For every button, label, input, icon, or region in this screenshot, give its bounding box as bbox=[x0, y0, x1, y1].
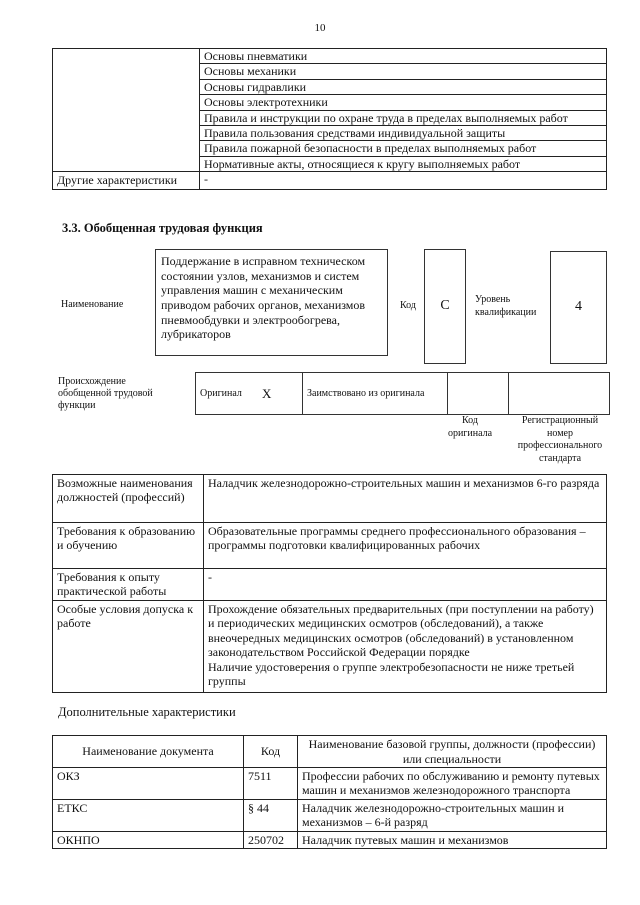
borrowed-label: Заимствовано из оригинала bbox=[303, 373, 448, 415]
page-number: 10 bbox=[314, 22, 326, 34]
knowledge-item: Основы гидравлики bbox=[200, 79, 607, 94]
extra-title: Дополнительные характеристики bbox=[58, 705, 236, 719]
origin-table bbox=[195, 372, 610, 415]
table-row bbox=[53, 799, 607, 831]
level-label: Уровень квалификации bbox=[475, 294, 537, 318]
table-row bbox=[53, 831, 607, 848]
origin-label: Происхождение обобщенной трудовой функции bbox=[58, 376, 153, 411]
reg-number-cell bbox=[509, 373, 610, 415]
code-cell: 7511 bbox=[244, 768, 298, 800]
req-label: Требования к образованию и обучению bbox=[53, 523, 204, 569]
code-cell: § 44 bbox=[244, 799, 298, 831]
req-value bbox=[204, 601, 607, 693]
name-cell: Профессии рабочих по обслуживанию и ремонту путевых машин и механизмов железнодорожного транспорта bbox=[298, 768, 607, 800]
req-label: Возможные наименования должностей (профессий) bbox=[53, 475, 204, 523]
code-original-caption: Код оригинала bbox=[447, 415, 493, 439]
knowledge-table bbox=[52, 48, 607, 190]
other-characteristics-value: - bbox=[200, 172, 607, 189]
req-value: - bbox=[204, 569, 607, 601]
level-box bbox=[550, 251, 607, 364]
code-original-cell bbox=[448, 373, 509, 415]
req-value: Образовательные программы среднего профессионального образования – программы подготовки квалифицированных рабочих bbox=[204, 523, 607, 569]
name-cell: Наладчик путевых машин и механизмов bbox=[298, 831, 607, 848]
knowledge-item: Основы пневматики bbox=[200, 49, 607, 64]
table-row bbox=[53, 49, 607, 64]
empty-cell bbox=[53, 49, 200, 172]
level-value: 4 bbox=[575, 299, 582, 315]
column-header: Наименование базовой группы, должности (профессии) или специальности bbox=[298, 736, 607, 768]
code-value: C bbox=[440, 298, 450, 314]
req-value: Наладчик железнодорожно-строительных машин и механизмов 6-го разряда bbox=[204, 475, 607, 523]
extra-table bbox=[52, 735, 607, 849]
column-header: Наименование документа bbox=[53, 736, 244, 768]
table-row bbox=[53, 569, 607, 601]
table-row bbox=[53, 601, 607, 693]
req-value-paragraph: Наличие удостоверения о группе электробезопасности не ниже третьей группы bbox=[208, 659, 575, 688]
section-title: 3.3. Обобщенная трудовая функция bbox=[62, 221, 263, 235]
table-row bbox=[53, 523, 607, 569]
name-label: Наименование bbox=[61, 299, 124, 310]
knowledge-item: Основы электротехники bbox=[200, 95, 607, 110]
knowledge-item: Правила пользования средствами индивидуальной защиты bbox=[200, 125, 607, 140]
code-label: Код bbox=[400, 300, 416, 311]
code-box bbox=[424, 249, 466, 364]
code-cell: 250702 bbox=[244, 831, 298, 848]
knowledge-item: Правила и инструкции по охране труда в пределах выполняемых работ bbox=[200, 110, 607, 125]
knowledge-item: Нормативные акты, относящиеся к кругу выполняемых работ bbox=[200, 156, 607, 171]
column-header: Код bbox=[244, 736, 298, 768]
table-row bbox=[53, 768, 607, 800]
original-label: Оригинал bbox=[196, 373, 259, 415]
table-row bbox=[196, 373, 610, 415]
knowledge-item: Правила пожарной безопасности в пределах выполняемых работ bbox=[200, 141, 607, 156]
name-cell: Наладчик железнодорожно-строительных машин и механизмов – 6-й разряд bbox=[298, 799, 607, 831]
doc-cell: ОКЗ bbox=[53, 768, 244, 800]
doc-cell: ЕТКС bbox=[53, 799, 244, 831]
table-header-row bbox=[53, 736, 607, 768]
doc-cell: ОКНПО bbox=[53, 831, 244, 848]
table-row bbox=[53, 475, 607, 523]
req-label: Особые условия допуска к работе bbox=[53, 601, 204, 693]
req-label: Требования к опыту практической работы bbox=[53, 569, 204, 601]
function-name-box: Поддержание в исправном техническом состоянии узлов, механизмов и систем управления машин с механическим приводом рабочих органов, механизмов пневмообдувки и электрообогрева, лубрикаторов bbox=[155, 249, 388, 356]
other-characteristics-label: Другие характеристики bbox=[53, 172, 200, 189]
original-mark: X bbox=[258, 373, 303, 415]
reg-number-caption: Регистрационный номер профессионального стандарта bbox=[517, 415, 603, 464]
knowledge-item: Основы механики bbox=[200, 64, 607, 79]
table-row bbox=[53, 172, 607, 189]
req-value-paragraph: Прохождение обязательных предварительных (при поступлении на работу) и периодических медицинских осмотров (обследований), а также внеочередных медицинских осмотров (обследований) в установленном законодательством Российской Федерации порядке bbox=[208, 602, 594, 660]
requirements-table bbox=[52, 474, 607, 693]
